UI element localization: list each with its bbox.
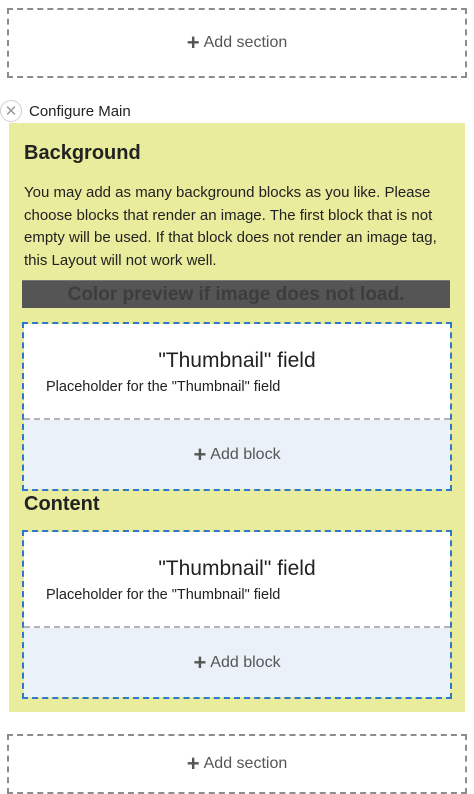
configure-main[interactable] [0,100,131,122]
add-block-button[interactable] [24,420,450,489]
add-block-label: Add block [210,653,281,671]
thumbnail-field-block[interactable] [24,532,450,628]
field-title: "Thumbnail" field [158,349,316,372]
main-region [9,123,465,712]
background-heading: Background [24,142,141,164]
content-heading: Content [24,493,100,515]
add-block-label: Add block [210,445,281,463]
configure-main-label[interactable]: Configure Main [29,102,131,120]
background-description: You may add as many background blocks as you like. Please choose blocks that render an image. The first block that is not empty will be used. If that block does not render an image tag, this Layout will not work well. [24,184,437,269]
plus-icon: + [186,30,200,55]
add-block-button[interactable] [24,628,450,697]
plus-icon: + [193,649,207,675]
color-preview: Color preview if image does not load. [22,280,450,308]
plus-icon: + [186,751,200,776]
add-section-bottom[interactable] [7,734,467,794]
content-block-area [22,530,452,699]
thumbnail-field-block[interactable] [24,324,450,420]
background-block-area [22,322,452,491]
add-section-top[interactable] [7,8,467,78]
plus-icon: + [193,441,207,467]
add-section-label: Add section [203,34,288,51]
field-placeholder: Placeholder for the "Thumbnail" field [46,587,281,603]
add-section-label: Add section [203,755,288,772]
close-icon[interactable]: ✕ [0,100,22,122]
field-placeholder: Placeholder for the "Thumbnail" field [46,379,281,395]
field-title: "Thumbnail" field [158,557,316,580]
